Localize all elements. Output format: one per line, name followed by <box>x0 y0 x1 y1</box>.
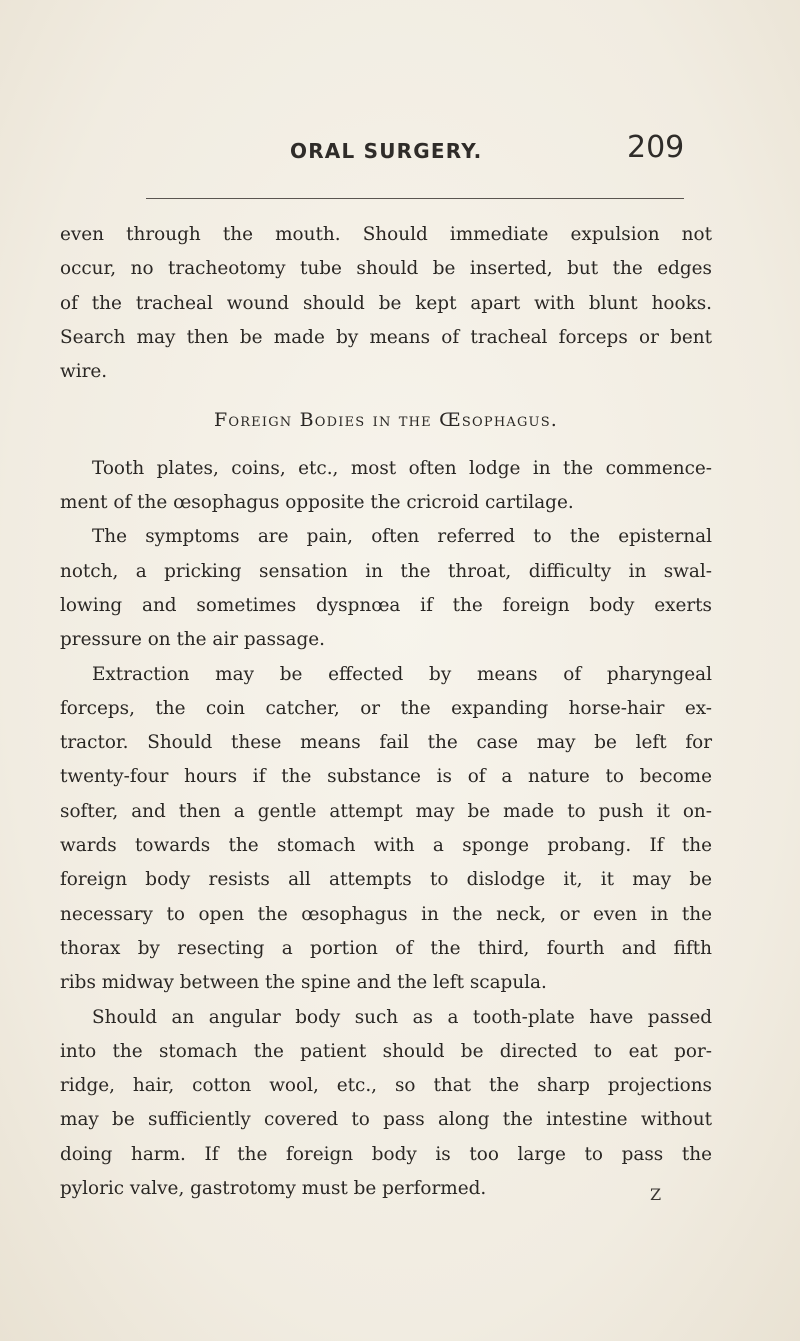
text-line: tractor. Should these means fail the case may be left for <box>60 732 712 754</box>
text-line: softer, and then a gentle attempt may be made to push it on- <box>60 800 712 822</box>
text-line: ment of the œsophagus opposite the cricroid cartilage. <box>60 492 574 514</box>
running-title: ORAL SURGERY. <box>290 139 483 163</box>
text-line: Tooth plates, coins, etc., most often lodge in the commence- <box>92 457 712 479</box>
text-line: into the stomach the patient should be directed to eat por- <box>60 1040 712 1062</box>
text-line: ridge, hair, cotton wool, etc., so that the sharp projections <box>60 1075 712 1097</box>
text-line: Should an angular body such as a tooth-plate have passed <box>92 1006 712 1028</box>
text-line: Search may then be made by means of tracheal forceps or bent <box>60 326 712 348</box>
text-line: necessary to open the œsophagus in the neck, or even in the <box>60 903 712 925</box>
text-line: even through the mouth. Should immediate expulsion not <box>60 224 712 245</box>
text-line: Extraction may be effected by means of pharyngeal <box>92 663 712 685</box>
text-line: notch, a pricking sensation in the throat, difficulty in swal- <box>60 560 712 582</box>
text-line: doing harm. If the foreign body is too large to pass the <box>60 1143 712 1165</box>
body-text <box>60 218 712 1206</box>
text-line: ribs midway between the spine and the left scapula. <box>60 972 547 994</box>
text-line: foreign body resists all attempts to dislodge it, it may be <box>60 869 712 891</box>
text-line: of the tracheal wound should be kept apart with blunt hooks. <box>60 292 712 314</box>
text-line: lowing and sometimes dyspnœa if the foreign body exerts <box>60 594 712 616</box>
header-rule <box>146 198 684 199</box>
text-line: twenty-four hours if the substance is of a nature to become <box>60 766 712 788</box>
text-line: thorax by resecting a portion of the third, fourth and fifth <box>60 937 712 959</box>
text-line: forceps, the coin catcher, or the expanding horse-hair ex- <box>60 697 712 719</box>
text-line: wire. <box>60 361 108 383</box>
text-line: pyloric valve, gastrotomy must be performed. <box>60 1178 487 1200</box>
text-line: wards towards the stomach with a sponge probang. If the <box>60 835 712 857</box>
page-number: 209 <box>627 130 685 165</box>
text-line: may be sufficiently covered to pass along the intestine without <box>60 1109 712 1131</box>
text-line: pressure on the air passage. <box>60 629 325 651</box>
section-heading: Foreign Bodies in the Œsophagus. <box>213 409 559 432</box>
signature-mark: Z <box>650 1185 662 1204</box>
text-line: occur, no tracheotomy tube should be inserted, but the edges <box>60 258 712 280</box>
text-line: The symptoms are pain, often referred to the episternal <box>92 526 712 548</box>
